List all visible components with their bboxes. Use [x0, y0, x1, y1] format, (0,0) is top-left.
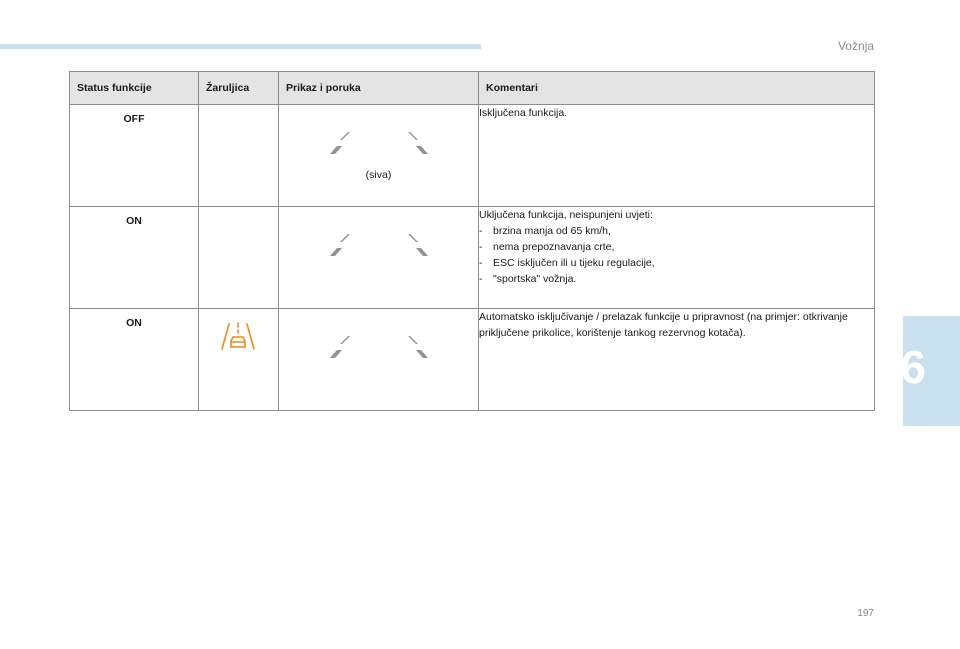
status-cell	[70, 105, 199, 207]
column-header-display: Prikaz i poruka	[279, 72, 479, 105]
comment-cell	[479, 309, 875, 411]
comment-cell	[479, 207, 875, 309]
table-row	[70, 207, 875, 309]
comment-text: Isključena funkcija.	[479, 107, 568, 119]
list-item: - brzina manja od 65 km/h,	[479, 225, 611, 237]
section-header-bar	[0, 44, 481, 49]
list-item: - "sportska" vožnja.	[479, 273, 577, 285]
table-row	[70, 105, 875, 207]
lane-lines-grey-icon	[329, 221, 429, 261]
lane-lines-grey-icon	[329, 323, 429, 363]
lane-departure-warning-lamp-icon	[220, 320, 256, 352]
lane-lines-grey-icon	[329, 119, 429, 159]
comment-text: Automatsko isključivanje / prelazak funkcije u pripravnost (na primjer: otkrivanje priključene prikolice, korištenje tankog rezervnog kotača).	[479, 311, 848, 339]
column-header-status: Status funkcije	[70, 72, 199, 105]
status-value: ON	[126, 317, 142, 329]
table-row	[70, 309, 875, 411]
comment-cell	[479, 105, 875, 207]
table-header-row	[70, 72, 875, 105]
lamp-cell	[199, 105, 279, 207]
column-header-comments: Komentari	[479, 72, 875, 105]
display-cell	[279, 105, 479, 207]
display-cell	[279, 309, 479, 411]
lamp-cell	[199, 207, 279, 309]
column-header-lamp: Žaruljica	[199, 72, 279, 105]
status-cell	[70, 207, 199, 309]
lane-assist-status-table	[69, 71, 875, 411]
comment-text: Uključena funkcija, neispunjeni uvjeti:	[479, 209, 653, 221]
page-number: 197	[857, 608, 874, 619]
display-color-note: (siva)	[365, 169, 392, 181]
status-value: OFF	[123, 113, 145, 125]
display-cell	[279, 207, 479, 309]
status-value: ON	[126, 215, 142, 227]
conditions-list	[479, 223, 874, 287]
lamp-cell	[199, 309, 279, 411]
section-title: Vožnja	[837, 39, 874, 53]
list-item: - ESC isključen ili u tijeku regulacije,	[479, 257, 655, 269]
status-cell	[70, 309, 199, 411]
list-item: - nema prepoznavanja crte,	[479, 241, 615, 253]
chapter-number: 6	[900, 341, 926, 393]
